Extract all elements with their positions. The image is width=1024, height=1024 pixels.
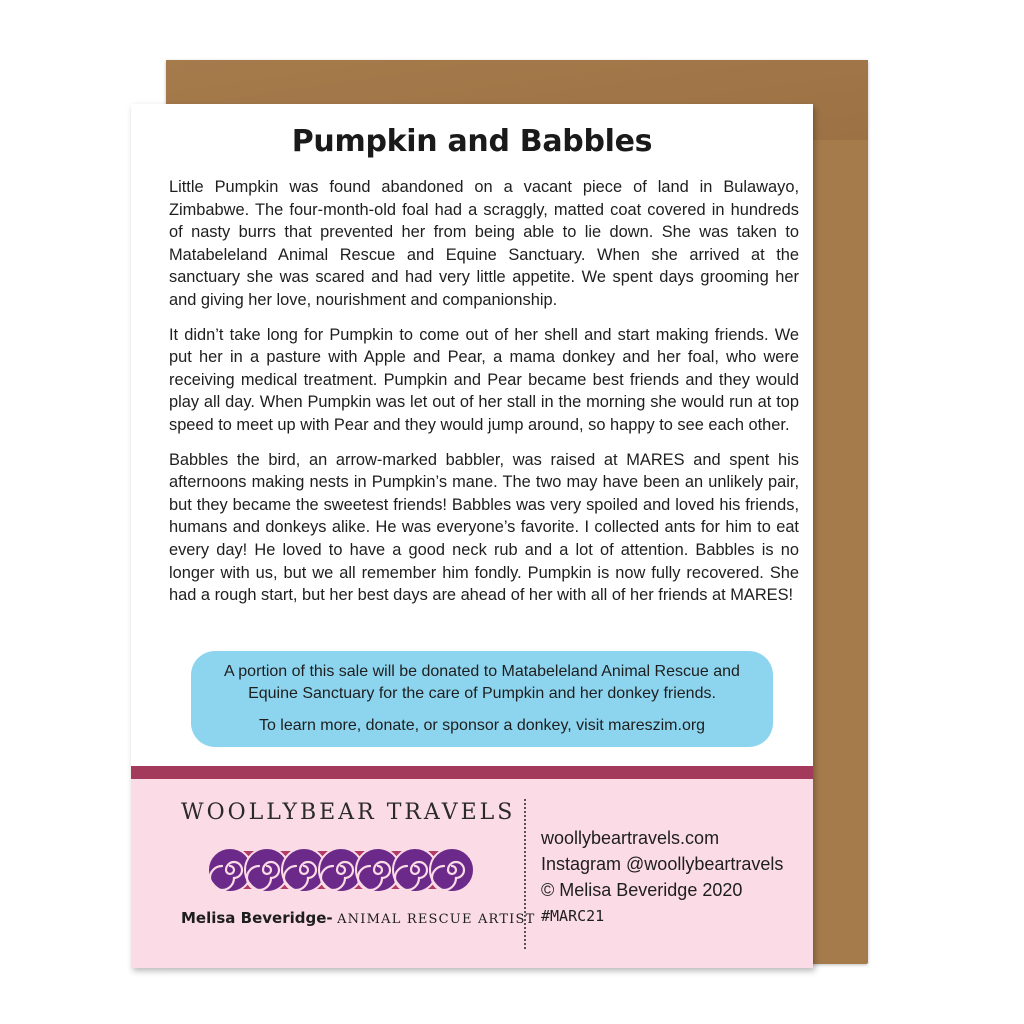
donation-info-box bbox=[191, 651, 773, 747]
artist-credit bbox=[181, 909, 536, 928]
card-footer bbox=[131, 779, 813, 968]
story-text bbox=[169, 176, 799, 619]
brand-name: WOOLLYBEAR TRAVELS bbox=[181, 800, 516, 825]
donation-line-1: A portion of this sale will be donated to Matabeleland Animal Rescue and bbox=[224, 663, 740, 680]
website-text: woollybeartravels.com bbox=[541, 828, 720, 848]
divider-stripe bbox=[131, 766, 813, 779]
footer-dotted-divider bbox=[524, 799, 526, 949]
woollybear-caterpillar-logo-icon bbox=[203, 843, 483, 902]
story-paragraph-2: It didn’t take long for Pumpkin to come out of her shell and start making friends. We put her in a pasture with Apple and Pear, a mama donkey and her foal, who were receiving medical treatment. Pumpkin and Pear became best friends and they would play all day. When Pumpkin was let out of her stall in the morning she would run at top speed to meet up with Pear and they would jump around, so happy to see each other. bbox=[169, 325, 799, 434]
contact-info bbox=[541, 825, 783, 929]
copyright-text: © Melisa Beveridge 2020 bbox=[541, 880, 743, 900]
card-title: Pumpkin and Babbles bbox=[291, 124, 653, 159]
artist-name: Melisa Beveridge- bbox=[181, 909, 333, 927]
donation-line-2: Equine Sanctuary for the care of Pumpkin and her donkey friends. bbox=[248, 685, 716, 702]
story-paragraph-3: Babbles the bird, an arrow-marked babbler, was raised at MARES and spent his afternoons making nests in Pumpkin’s mane. The two may have been an unlikely pair, but they became the sweetest friends! Babbles was very spoiled and loved his friends, humans and donkeys alike. He was everyone’s favorite. I collected ants for him to eat every day! He loved to have a good neck rub and a lot of attention. Babbles is no longer with us, but we all remember him fondly. Pumpkin is now fully recovered. She had a rough start, but her best days are ahead of her with all of her friends at MARES! bbox=[169, 450, 799, 605]
instagram-text: Instagram @woollybeartravels bbox=[541, 854, 784, 874]
artist-role: ANIMAL RESCUE ARTIST bbox=[337, 912, 536, 927]
greeting-card-back bbox=[131, 104, 813, 968]
donation-link-line: To learn more, donate, or sponsor a donkey, visit mareszim.org bbox=[258, 717, 706, 734]
story-paragraph-1: Little Pumpkin was found abandoned on a vacant piece of land in Bulawayo, Zimbabwe. The four-month-old foal had a scraggly, matted coat covered in hundreds of nasty burrs that prevented her from being able to lie down. She was taken to Matabeleland Animal Rescue and Equine Sanctuary. When she arrived at the sanctuary she was scared and had very little appetite. We spent days grooming her and giving her love, nourishment and companionship. bbox=[169, 178, 799, 309]
card-code: #MARC21 bbox=[541, 907, 605, 925]
